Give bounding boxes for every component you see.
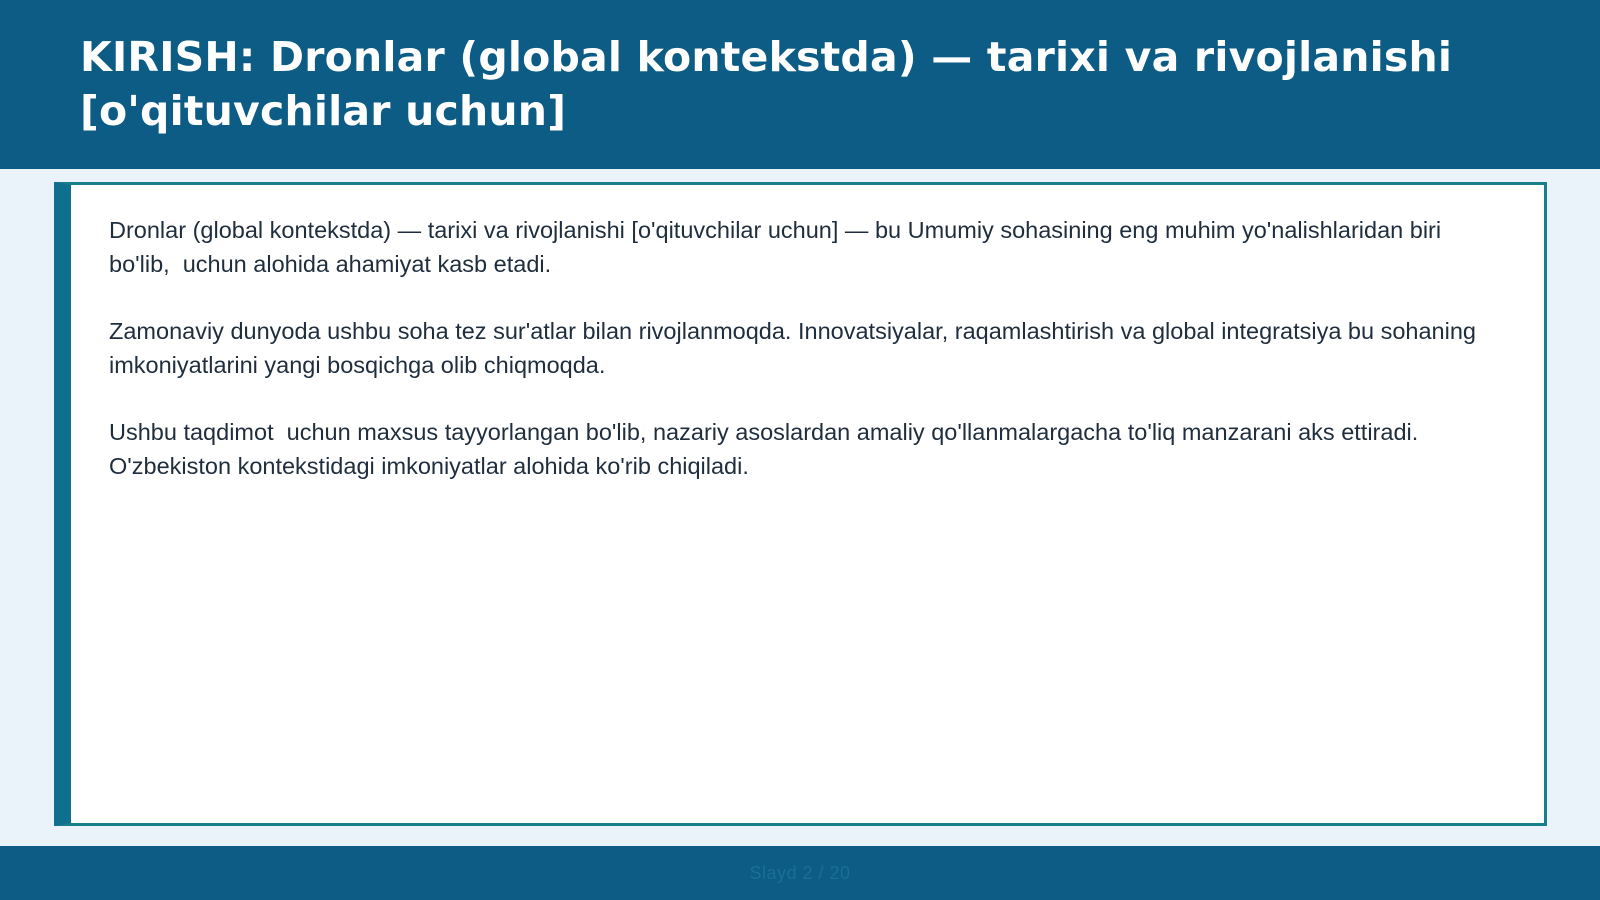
intro-paragraph: Dronlar (global kontekstda) — tarixi va rivojlanishi [o'qituvchilar uchun] — bu Umumiy sohasining eng muhim yo'nalishlaridan biri bo'lib, uchun alohida ahamiyat kasb etadi. [109, 217, 1448, 277]
slide-header [0, 0, 1600, 169]
content-card [54, 182, 1547, 826]
presentation-purpose-paragraph: Ushbu taqdimot uchun maxsus tayyorlangan bo'lib, nazariy asoslardan amaliy qo'llanmalargacha to'liq manzarani aks ettiradi. O'zbekiston kontekstidagi imkoniyatlar alohida ko'rib chiqiladi. [109, 419, 1425, 479]
slide-number: Slayd 2 / 20 [749, 862, 851, 883]
slide-footer [0, 846, 1600, 900]
modern-world-paragraph: Zamonaviy dunyoda ushbu soha tez sur'atlar bilan rivojlanmoqda. Innovatsiyalar, raqamlashtirish va global integratsiya bu sohaning imkoniyatlarini yangi bosqichga olib chiqmoqda. [109, 318, 1483, 378]
slide-title: KIRISH: Dronlar (global kontekstda) — tarixi va rivojlanishi [o'qituvchilar uchun] [80, 33, 1453, 135]
